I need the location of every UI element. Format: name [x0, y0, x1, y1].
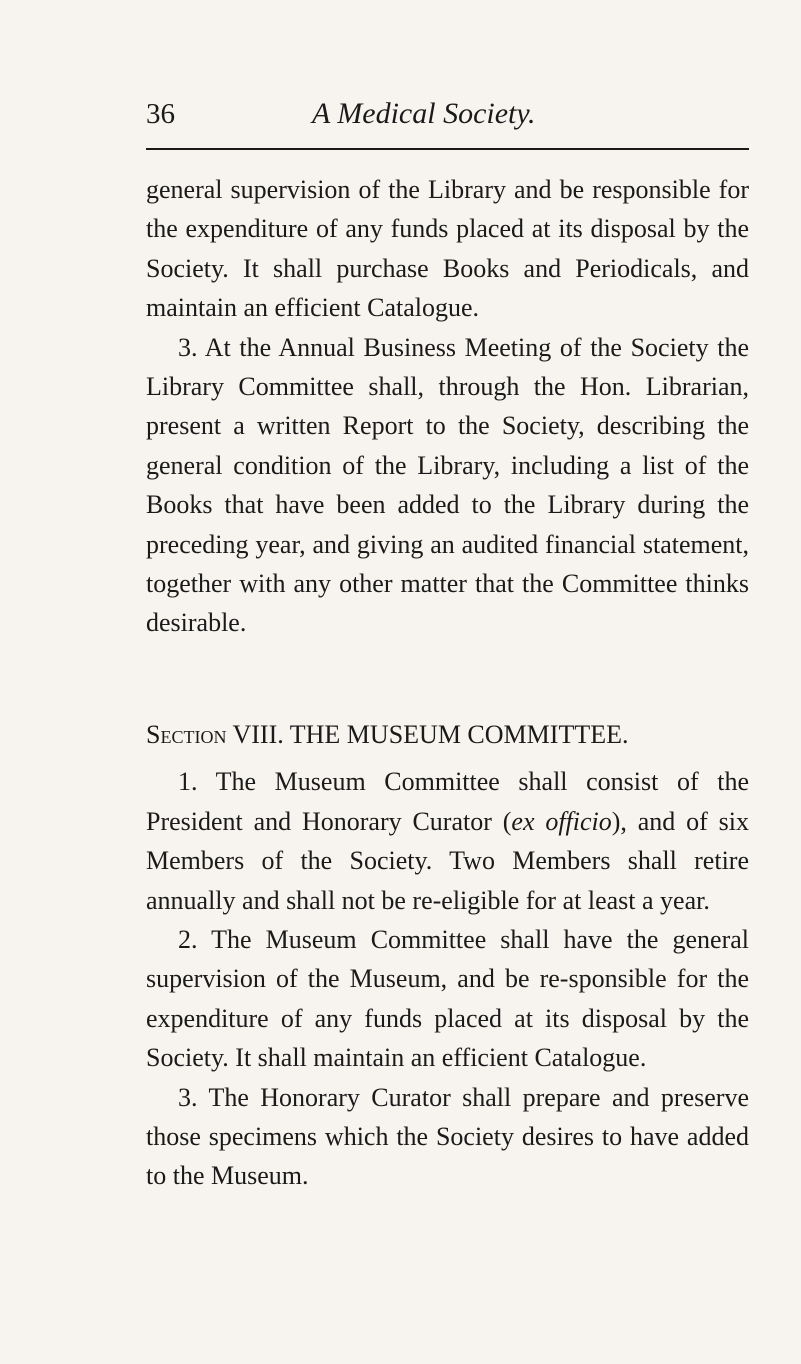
item-number: 1.	[178, 767, 198, 797]
library-item-3	[146, 328, 749, 643]
section-title: THE MUSEUM COMMITTEE.	[289, 719, 629, 749]
library-continuation-paragraph: general supervision of the Library and be responsible for the expenditure of any funds placed at its disposal by the Society. It shall purchase Books and Periodicals, and maintain an efficient Catalogue.	[146, 175, 749, 323]
museum-item-3	[146, 1078, 749, 1196]
item-text: The Museum Committee shall have the general supervision of the Museum, and be re-sponsible for the expenditure of any funds placed at its disposal by the Society. It shall maintain an efficient Catalogue.	[146, 924, 749, 1073]
item-text: At the Annual Business Meeting of the Society the Library Committee shall, through the Hon. Librarian, present a written Report to the Society, describing the general condition of the Library, including a list of the Books that have been added to the Library during the preceding year, and giving an audited financial statement, together with any other matter that the Committee thinks desirable.	[146, 332, 749, 638]
header-rule	[146, 148, 749, 150]
museum-item-1	[146, 762, 749, 920]
item-number: 3.	[178, 332, 198, 362]
item-text: The Honorary Curator shall prepare and preserve those specimens which the Society desires to have added to the Museum.	[146, 1082, 749, 1191]
section-label: Section VIII.	[146, 719, 284, 749]
page-number: 36	[146, 98, 175, 130]
body-text	[146, 170, 749, 1196]
item-text-before: The Museum Committee shall consist of the President and Honorary Curator (	[146, 767, 749, 836]
item-number: 2.	[178, 924, 198, 954]
item-text-after: ), and of six Members of the Society. Two Members shall retire annually and shall not be re-eligible for at least a year.	[146, 806, 749, 915]
museum-item-2	[146, 920, 749, 1078]
item-number: 3.	[178, 1082, 198, 1112]
running-head	[146, 94, 748, 138]
section-heading	[146, 715, 749, 754]
running-title: A Medical Society.	[312, 97, 536, 130]
item-text-italic: ex officio	[511, 806, 612, 836]
